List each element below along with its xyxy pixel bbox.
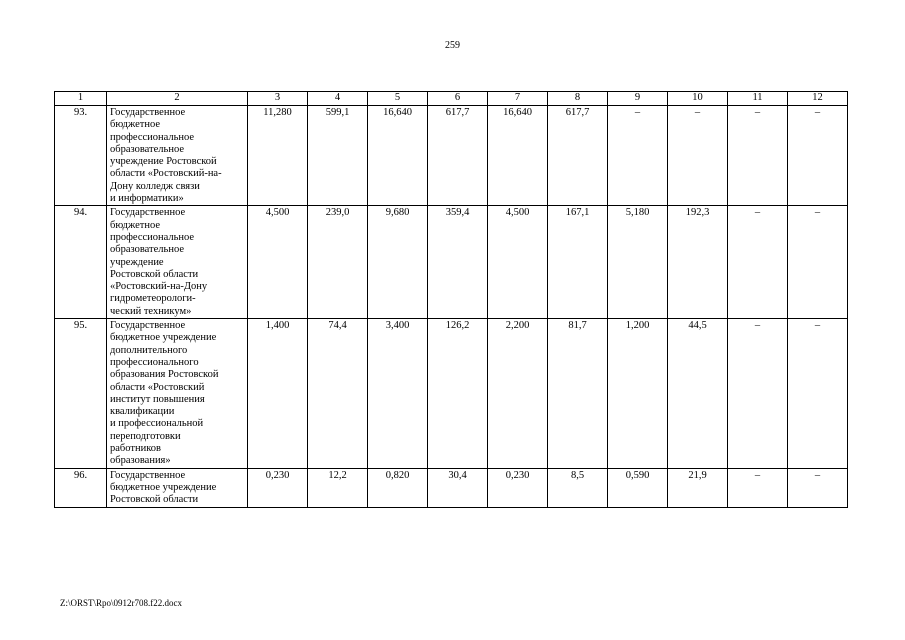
value-cell: 44,5 <box>668 319 728 469</box>
value-cell: 9,680 <box>368 206 428 319</box>
institution-name-line: дополнительного <box>110 344 188 356</box>
table-row <box>55 319 848 469</box>
institution-name-line: образовательное <box>110 244 184 256</box>
institution-name-line: области «Ростовский-на- <box>110 168 222 180</box>
value-cell: 4,500 <box>248 206 308 319</box>
column-header: 5 <box>368 92 428 106</box>
institution-name-line: бюджетное <box>110 219 161 231</box>
row-number: 96. <box>55 468 107 507</box>
institution-name <box>107 319 248 469</box>
page-number: 259 <box>445 40 460 51</box>
institution-name-line: Государственное <box>110 107 186 118</box>
institution-name-line: Государственное <box>110 320 186 332</box>
value-cell: 0,230 <box>488 468 548 507</box>
institution-name-line: «Ростовский-на-Дону <box>110 281 208 293</box>
column-header: 12 <box>788 92 848 106</box>
column-header: 6 <box>428 92 488 106</box>
value-cell: – <box>788 319 848 469</box>
value-cell: 599,1 <box>308 106 368 206</box>
value-cell: 16,640 <box>488 106 548 206</box>
value-cell: 21,9 <box>668 468 728 507</box>
value-cell: – <box>728 206 788 319</box>
institution-name-line: профессионального <box>110 356 199 368</box>
institution-name-line: Ростовской области <box>110 268 199 280</box>
value-cell: 11,280 <box>248 106 308 206</box>
institution-name-line: переподготовки <box>110 430 181 442</box>
row-number: 94. <box>55 206 107 319</box>
institution-name-line: Дону колледж связи <box>110 180 200 192</box>
table-row <box>55 106 848 206</box>
institution-name-line: гидрометеорологи- <box>110 293 196 305</box>
institution-name-line: области «Ростовский <box>110 381 205 393</box>
institution-name-line: институт повышения <box>110 393 205 405</box>
column-header: 10 <box>668 92 728 106</box>
institution-name-line: Ростовской области <box>110 494 199 506</box>
value-cell: 167,1 <box>548 206 608 319</box>
column-header: 11 <box>728 92 788 106</box>
institution-name-line: квалификации <box>110 406 175 418</box>
value-cell: 4,500 <box>488 206 548 319</box>
institution-name-line: профессиональное <box>110 231 195 243</box>
institution-name-line: учреждение Ростовской <box>110 156 217 168</box>
column-header: 2 <box>107 92 248 106</box>
value-cell: 74,4 <box>308 319 368 469</box>
value-cell: 0,230 <box>248 468 308 507</box>
value-cell: 12,2 <box>308 468 368 507</box>
institution-name <box>107 106 248 206</box>
value-cell: 3,400 <box>368 319 428 469</box>
value-cell: 0,820 <box>368 468 428 507</box>
value-cell: 1,400 <box>248 319 308 469</box>
value-cell: – <box>668 106 728 206</box>
value-cell: – <box>728 319 788 469</box>
column-header: 3 <box>248 92 308 106</box>
institution-name-line: работников <box>110 443 161 455</box>
value-cell: – <box>608 106 668 206</box>
table-body <box>55 106 848 508</box>
institution-name-line: Государственное <box>110 469 186 481</box>
value-cell: 192,3 <box>668 206 728 319</box>
header-row <box>55 92 848 106</box>
value-cell: 359,4 <box>428 206 488 319</box>
institution-name-line: Государственное <box>110 207 186 219</box>
value-cell: – <box>728 468 788 507</box>
institution-name <box>107 468 248 507</box>
institution-name-line: бюджетное учреждение <box>110 332 217 344</box>
institution-name-line: образовательное <box>110 143 184 155</box>
value-cell: – <box>788 468 848 507</box>
institution-name-line: ческий техникум» <box>110 305 192 317</box>
institution-name-line: и информатики» <box>110 193 184 205</box>
value-cell: 126,2 <box>428 319 488 469</box>
column-header: 8 <box>548 92 608 106</box>
value-cell: 5,180 <box>608 206 668 319</box>
column-header: 1 <box>55 92 107 106</box>
column-header: 9 <box>608 92 668 106</box>
table-row <box>55 468 848 507</box>
row-number: 95. <box>55 319 107 469</box>
row-number: 93. <box>55 106 107 206</box>
value-cell: 1,200 <box>608 319 668 469</box>
value-cell: 81,7 <box>548 319 608 469</box>
institution-name <box>107 206 248 319</box>
value-cell: 239,0 <box>308 206 368 319</box>
institution-name-line: образования Ростовской <box>110 369 219 381</box>
column-header: 4 <box>308 92 368 106</box>
value-cell: 617,7 <box>428 106 488 206</box>
value-cell: – <box>788 106 848 206</box>
table-row <box>55 206 848 319</box>
institution-name-line: профессиональное <box>110 131 195 143</box>
value-cell: 30,4 <box>428 468 488 507</box>
file-path-footer: Z:\ORST\Rpo\0912r708.f22.docx <box>60 598 182 608</box>
institution-name-line: образования» <box>110 455 171 467</box>
column-header: 7 <box>488 92 548 106</box>
institution-name-line: и профессиональной <box>110 418 204 430</box>
value-cell: – <box>788 206 848 319</box>
institution-name-line: бюджетное учреждение <box>110 481 217 493</box>
institution-name-line: бюджетное <box>110 119 161 131</box>
value-cell: 16,640 <box>368 106 428 206</box>
value-cell: 8,5 <box>548 468 608 507</box>
value-cell: 2,200 <box>488 319 548 469</box>
value-cell: 617,7 <box>548 106 608 206</box>
institution-name-line: учреждение <box>110 256 164 268</box>
value-cell: 0,590 <box>608 468 668 507</box>
value-cell: – <box>728 106 788 206</box>
data-table <box>54 91 848 508</box>
